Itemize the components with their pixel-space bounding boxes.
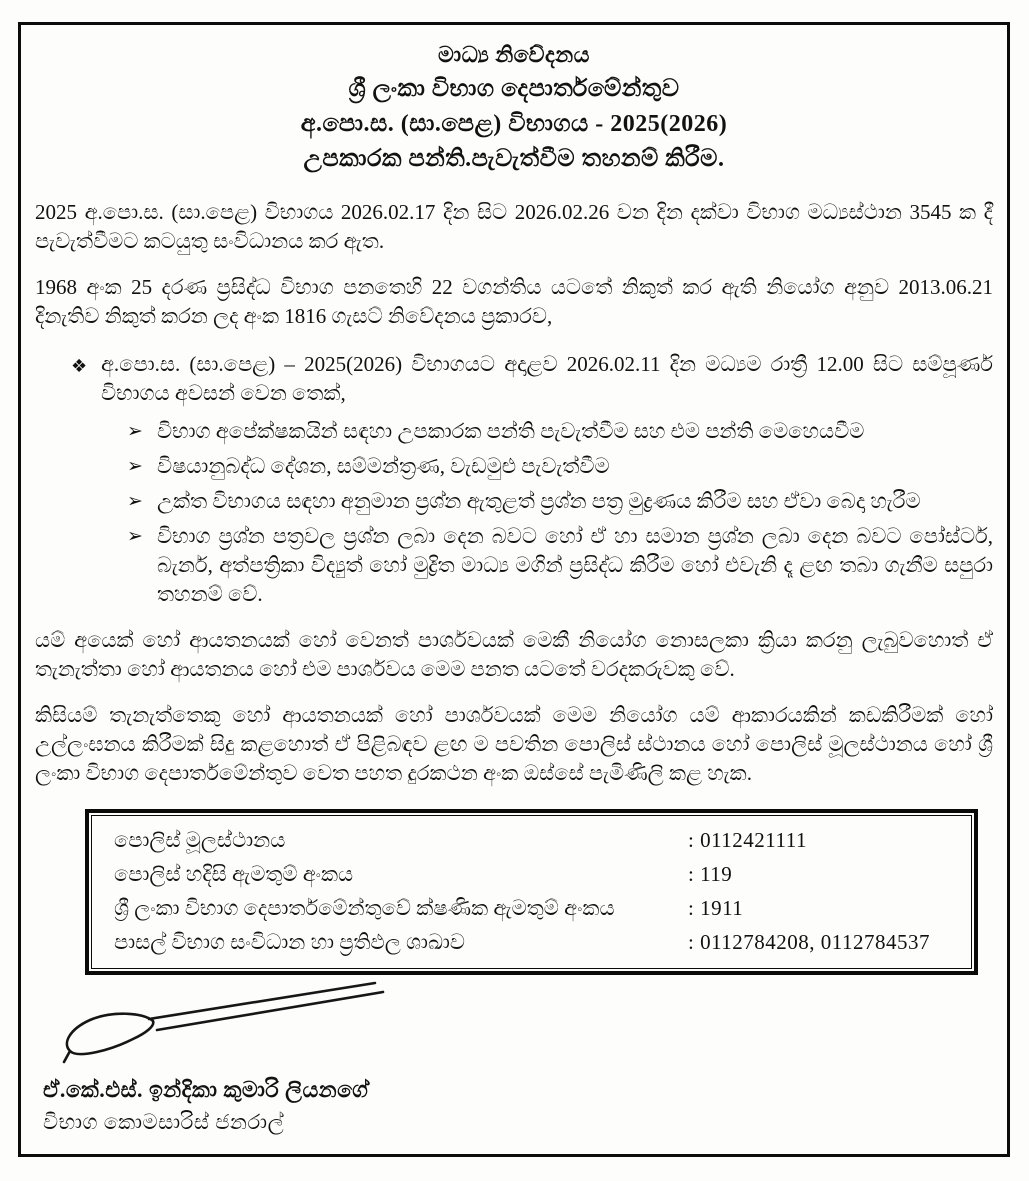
arrowhead-bullet-icon: ➢ bbox=[127, 420, 143, 442]
list-item-text: විෂයානුබද්ධ දේශන, සම්මන්ත්‍රණ, වැඩමුළු පැවැත්වීම bbox=[157, 454, 610, 478]
paragraph-gazette-reference: 1968 අංක 25 දරණ ප්‍රසිද්ධ විභාග පනතෙහි 22 වගන්තිය යටතේ නිකුත් කර ඇති නියෝග අනුව 2013.06.21 දිනැතිව නිකුත් කරන ලද අංක 1816 ගැසට් නිවේදනය ප්‍රකාරව, bbox=[35, 275, 993, 328]
signature-block bbox=[31, 977, 551, 1135]
list-item-text: විභාග අපේක්ෂකයින් සඳහා උපකාරක පන්ති පැවැත්වීම සහ එම පන්ති මෙහෙයවීම bbox=[157, 419, 865, 443]
header-department-name: ශ්‍රී ලංකා විභාග දෙපාර්තමේන්තුව bbox=[348, 76, 680, 102]
list-item bbox=[35, 522, 993, 609]
diamond-bullet-text: අ.පො.ස. (සා.පෙළ) – 2025(2026) විභාගයට අදාළව 2026.02.11 දින මධ්‍යම රාත්‍රී 12.00 සිට සම්පූර්ණ විභාගය අවසන් වෙන තෙක්, bbox=[101, 352, 993, 405]
table-row bbox=[106, 925, 957, 959]
prohibited-activities-list bbox=[33, 417, 995, 609]
table-row bbox=[106, 891, 957, 925]
arrowhead-bullet-icon: ➢ bbox=[127, 525, 143, 547]
paragraph-exam-schedule: 2025 අ.පො.ස. (සා.පෙළ) විභාගය 2026.02.17 දින සිට 2026.02.26 වන දින දක්වා විභාග මධ්‍යස්ථාන 3545 ක දී පැවැත්වීමට කටයුතු සංවිධානය කර ඇත. bbox=[35, 200, 993, 253]
contact-numbers-box bbox=[85, 809, 978, 975]
list-item-text: උක්ත විභාගය සඳහා අනුමාන ප්‍රශ්න ඇතුළත් ප්‍රශ්න පත්‍ර මුද්‍රණය කිරීම සහ ඒවා බෙදා හැරීම bbox=[157, 489, 921, 513]
header-notice-subject: උපකාරක පන්ති.පැවැත්වීම තහනම් කිරීම. bbox=[303, 146, 725, 172]
list-item bbox=[35, 487, 993, 516]
contact-number: : 119 bbox=[688, 862, 733, 886]
table-row bbox=[106, 823, 957, 857]
diamond-bullet-icon: ❖ bbox=[71, 356, 88, 377]
header-exam-title: අ.පො.ස. (සා.පෙළ) විභාගය - 2025(2026) bbox=[300, 111, 728, 137]
handwritten-signature bbox=[53, 977, 393, 1073]
arrowhead-bullet-icon: ➢ bbox=[127, 455, 143, 477]
document-header bbox=[33, 42, 995, 173]
list-item-text: විභාග ප්‍රශ්න පත්‍රවල ප්‍රශ්න ලබා දෙන බවට හෝ ඒ හා සමාන ප්‍රශ්න ලබා දෙන බවට පෝස්ටර්, බැනර්, අත්පත්‍රිකා විද්‍යුත් හෝ මුද්‍රිත මාධ්‍ය මගින් ප්‍රසිද්ධ කිරීම හෝ එවැනි දෑ ළඟ තබා ගැනීම සපුරා තහනම් වේ. bbox=[157, 524, 993, 606]
paragraph-offence-warning: යම් අයෙක් හෝ ආයතනයක් හෝ වෙනත් පාර්ශවයක් මෙකී නියෝග නොසලකා ක්‍රියා කරනු ලැබුවහොත් ඒ තැනැත්තා හෝ ආයතනය හෝ එම පාර්ශවය මෙම පනත යටතේ වරදකරුවකු වේ. bbox=[35, 628, 993, 681]
contact-label: පොලිස් හදිසි ඇමතුම් අංකය bbox=[114, 862, 354, 886]
list-item bbox=[35, 417, 993, 446]
contact-number: : 1911 bbox=[688, 896, 744, 920]
header-media-release: මාධ්‍ය නිවේදනය bbox=[438, 42, 590, 67]
contact-label: පොලිස් මූලස්ථානය bbox=[114, 828, 286, 852]
contact-numbers-inner-border bbox=[91, 815, 972, 969]
arrowhead-bullet-icon: ➢ bbox=[127, 490, 143, 512]
diamond-bullet-item bbox=[35, 350, 993, 408]
paragraph-complaints-info: කිසියම් තැනැත්තෙකු හෝ ආයතනයක් හෝ පාර්ශවයක් මෙම නියෝග යම් ආකාරයකින් කඩකිරීමක් හෝ උල්ලංඝනය කිරීමක් සිදු කළහොත් ඒ පිළිබඳව ළඟ ම පවතින පොලිස් ස්ථානය හෝ පොලිස් මූලස්ථානය හෝ ශ්‍රී ලංකා විභාග දෙපාර්තමේන්තුව වෙත පහත දුරකථන අංක ඔස්සේ පැමිණිලි කළ හැක. bbox=[35, 703, 993, 785]
signatory-designation: විභාග කොමසාරිස් ජනරාල් bbox=[43, 1110, 285, 1134]
contact-label: පාසල් විභාග සංවිධාන හා ප්‍රතිඵල ශාඛාව bbox=[114, 930, 465, 954]
contact-number: : 0112784208, 0112784537 bbox=[688, 930, 931, 954]
contact-number: : 0112421111 bbox=[688, 828, 807, 852]
list-item bbox=[35, 452, 993, 481]
page-border-frame bbox=[18, 22, 1010, 1157]
table-row bbox=[106, 857, 957, 891]
contact-label: ශ්‍රී ලංකා විභාග දෙපාර්තමේන්තුවේ ක්ෂණික ඇමතුම් අංකය bbox=[114, 896, 615, 920]
signatory-name: ඒ.කේ.එස්. ඉන්දිකා කුමාරි ලියනගේ bbox=[43, 1077, 369, 1102]
